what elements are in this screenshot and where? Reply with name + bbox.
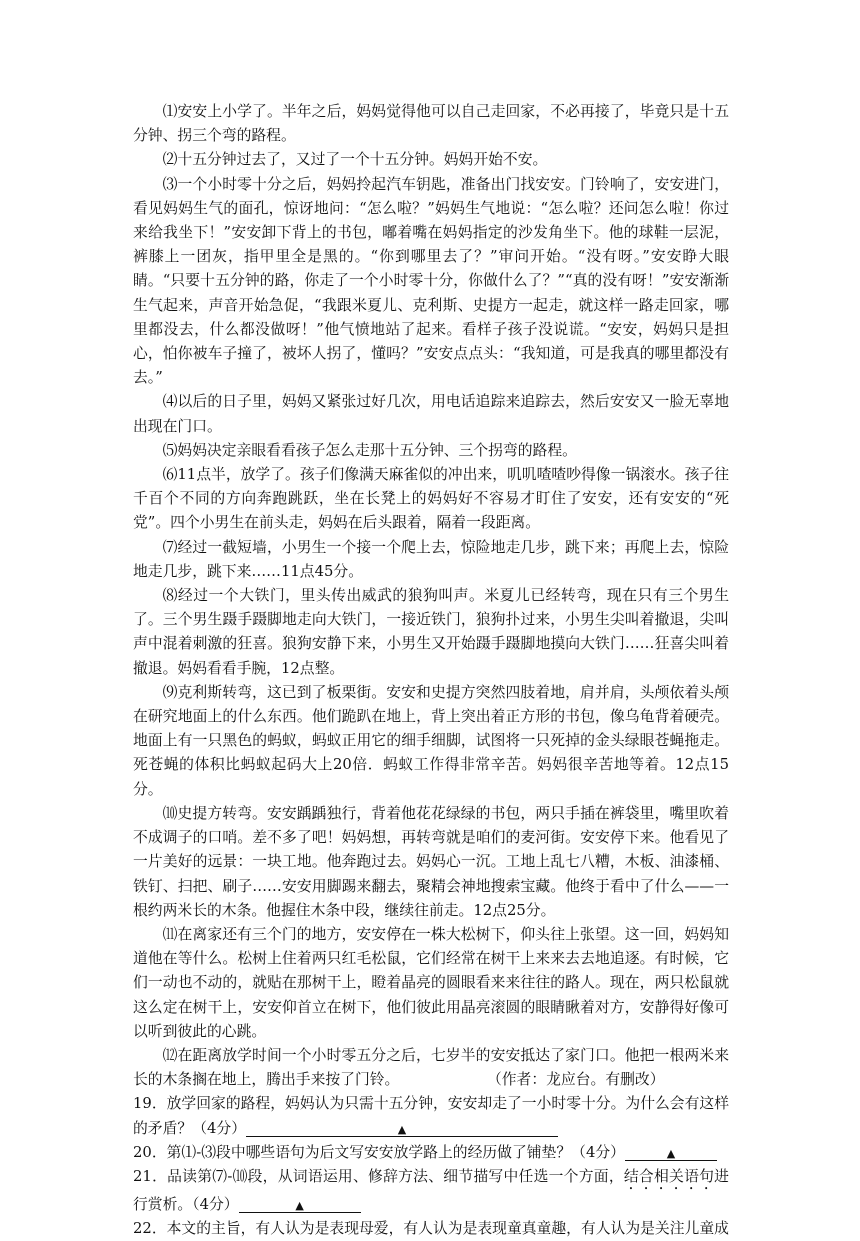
triangle-marker-icon: ▲ <box>397 1122 407 1136</box>
question-20 <box>133 1141 729 1165</box>
question-20-text: 20．第⑴-⑶段中哪些语句为后文写安安放学路上的经历做了铺垫？（4分） <box>133 1143 625 1161</box>
paragraph-12 <box>133 1044 729 1092</box>
question-22: 22．本文的主旨，有人认为是表现母爱，有人认为是表现童真童趣，有人认为是关注儿童成 <box>133 1220 729 1238</box>
paragraph-12-text: ⑿在距离放学时间一个小时零五分之后，七岁半的安安抵达了家门口。他把一根两米来长的木条搁在地上，腾出手来按了门铃。 <box>133 1046 729 1089</box>
question-21 <box>133 1165 729 1217</box>
paragraph-5: ⑸妈妈决定亲眼看看孩子怎么走那十五分钟、三个拐弯的路程。 <box>162 441 577 459</box>
triangle-marker-icon: ▲ <box>666 1146 676 1160</box>
question-21-text-a: 21．品读第⑺-⑽段，从词语运用、修辞方法、细节描写中任选一个方面， <box>133 1167 624 1185</box>
answer-blank-19[interactable] <box>246 1121 558 1137</box>
paragraph-4: ⑷以后的日子里，妈妈又紧张过好几次，用电话追踪来追踪去，然后安安又一脸无辜地出现在门口。 <box>133 393 729 435</box>
paragraph-1: ⑴安安上小学了。半年之后，妈妈觉得他可以自己走回家，不必再接了，毕竟只是十五分钟、拐三个弯的路程。 <box>133 103 729 145</box>
paragraph-6: ⑹11点半，放学了。孩子们像满天麻雀似的冲出来，叽叽喳喳吵得像一锅滚水。孩子往千百个不同的方向奔跑跳跃，坐在长凳上的妈妈好不容易才盯住了安安，还有安安的“死党”。四个小男生在前头走，妈妈在后头跟着，隔着一段距离。 <box>133 466 729 532</box>
paragraph-10: ⑽史提方转弯。安安踽踽独行，背着他花花绿绿的书包，两只手插在裤袋里，嘴里吹着不成调子的口哨。差不多了吧！妈妈想，再转弯就是咱们的麦河街。安安停下来。他看见了一片美好的远景：一块工地。他奔跑过去。妈妈心一沉。工地上乱七八糟，木板、油漆桶、铁钉、扫把、刷子……安安用脚踢来翻去，聚精会神地搜索宝藏。他终于看中了什么——一根约两米长的木条。他握住木条中段，继续往前走。12点25分。 <box>133 804 729 919</box>
exam-page <box>133 100 729 1241</box>
paragraph-9: ⑼克利斯转弯，这已到了板栗街。安安和史提方突然四肢着地，肩并肩，头颅依着头颅在研究地面上的什么东西。他们跪趴在地上，背上突出着正方形的书包，像乌龟背着硬壳。地面上有一只黑色的蚂蚁，蚂蚁正用它的细手细脚，试图将一只死掉的金头绿眼苍蝇拖走。死苍蝇的体积比蚂蚁起码大上20倍．蚂蚁工作得非常辛苦。妈妈很辛苦地等着。12点15分。 <box>133 683 729 798</box>
question-19-text: 19．放学回家的路程，妈妈认为只需十五分钟，安安却走了一小时零十分。为什么会有这样的矛盾？（4分） <box>133 1095 729 1137</box>
question-21-text-b: 进行赏析。（4分） <box>133 1167 729 1213</box>
paragraph-8: ⑻经过一个大铁门，里头传出威武的狼狗叫声。米夏儿已经转弯，现在只有三个男生了。三个男生蹑手蹑脚地走向大铁门，一接近铁门，狼狗扑过来，小男生尖叫着撤退，尖叫声中混着刺激的狂喜。狼狗安静下来，小男生又开始蹑手蹑脚地摸向大铁门……狂喜尖叫着撤退。妈妈看看手腕，12点整。 <box>133 587 729 677</box>
question-19 <box>133 1092 729 1140</box>
paragraph-11: ⑾在离家还有三个门的地方，安安停在一株大松树下，仰头往上张望。这一回，妈妈知道他在等什么。松树上住着两只红毛松鼠，它们经常在树干上来来去去地追逐。有时候，它们一动也不动的，就贴在那树干上，瞪着晶亮的圆眼看来来往往的路人。现在，两只松鼠就这么定在树干上，安安仰首立在树下，他们彼此用晶亮滚圆的眼睛瞅着对方，安静得好像可以听到彼此的心跳。 <box>133 925 729 1040</box>
paragraph-7: ⑺经过一截短墙，小男生一个接一个爬上去，惊险地走几步，跳下来；再爬上去，惊险地走几步，跳下来……11点45分。 <box>133 538 729 580</box>
author-note: （作者：龙应台。有删改） <box>486 1071 665 1089</box>
paragraph-3: ⑶一个小时零十分之后，妈妈拎起汽车钥匙，准备出门找安安。门铃响了，安安进门，看见妈妈生气的面孔，惊讶地问：“怎么啦？”妈妈生气地说：“怎么啦？还问怎么啦！你过来给我坐下！”安安卸下背上的书包，嘟着嘴在妈妈指定的沙发角坐下。他的球鞋一层泥，裤膝上一团灰，指甲里全是黑的。“你到哪里去了？”审问开始。“没有呀。”安安睁大眼睛。“只要十五分钟的路，你走了一个小时零十分，你做什么了？”“真的没有呀！”安安渐渐生气起来，声音开始急促，“我跟米夏儿、克利斯、史提方一起走，就这样一路走回家，哪里都没去，什么都没做呀！”他气愤地站了起来。看样子孩子没说谎。“安安，妈妈只是担心，怕你被车子撞了，被坏人拐了，懂吗？”安安点点头：“我知道，可是我真的哪里都没有去。” <box>133 175 729 387</box>
answer-blank-21[interactable] <box>239 1197 361 1213</box>
emphasis-dotted-text: 结合相关语句 <box>623 1167 715 1185</box>
paragraph-2: ⑵十五分钟过去了，又过了一个十五分钟。妈妈开始不安。 <box>162 151 548 169</box>
answer-blank-20[interactable] <box>625 1145 717 1161</box>
triangle-marker-icon: ▲ <box>295 1198 304 1212</box>
